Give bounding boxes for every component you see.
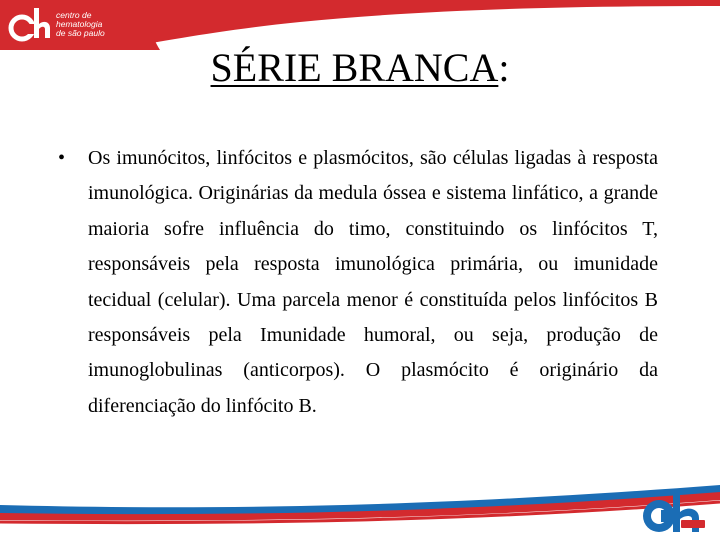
slide-title-suffix: : bbox=[498, 45, 510, 90]
slide-body bbox=[58, 141, 658, 424]
header-band bbox=[0, 0, 720, 50]
logo-line: de são paulo bbox=[56, 28, 105, 38]
bullet-icon: • bbox=[58, 147, 66, 169]
bullet-text: Os imunócitos, linfócitos e plasmócitos, são células ligadas à resposta imunológica. Originárias da medula óssea e sistema linfático, a grande maioria sofre influência do timo, constituindo os linfócitos T, responsáveis pela resposta imunológica primária, ou imunidade tecidual (celular). Uma parcela menor é constituída pelos linfócitos B responsáveis pela Imunidade humoral, ou seja, produção de imunoglobulinas (anticorpos). O plasmócito é originário da diferenciação do linfócito B. bbox=[88, 147, 658, 417]
ch-footer-logo-icon bbox=[637, 490, 709, 536]
logo-line: centro de bbox=[56, 10, 92, 20]
footer-band bbox=[0, 450, 720, 540]
logo-text bbox=[56, 11, 105, 38]
logo-line: hematologia bbox=[56, 19, 103, 29]
slide-title bbox=[0, 44, 720, 91]
ch-logo-icon bbox=[8, 6, 52, 44]
slide-title-main: SÉRIE BRANCA bbox=[210, 45, 499, 90]
